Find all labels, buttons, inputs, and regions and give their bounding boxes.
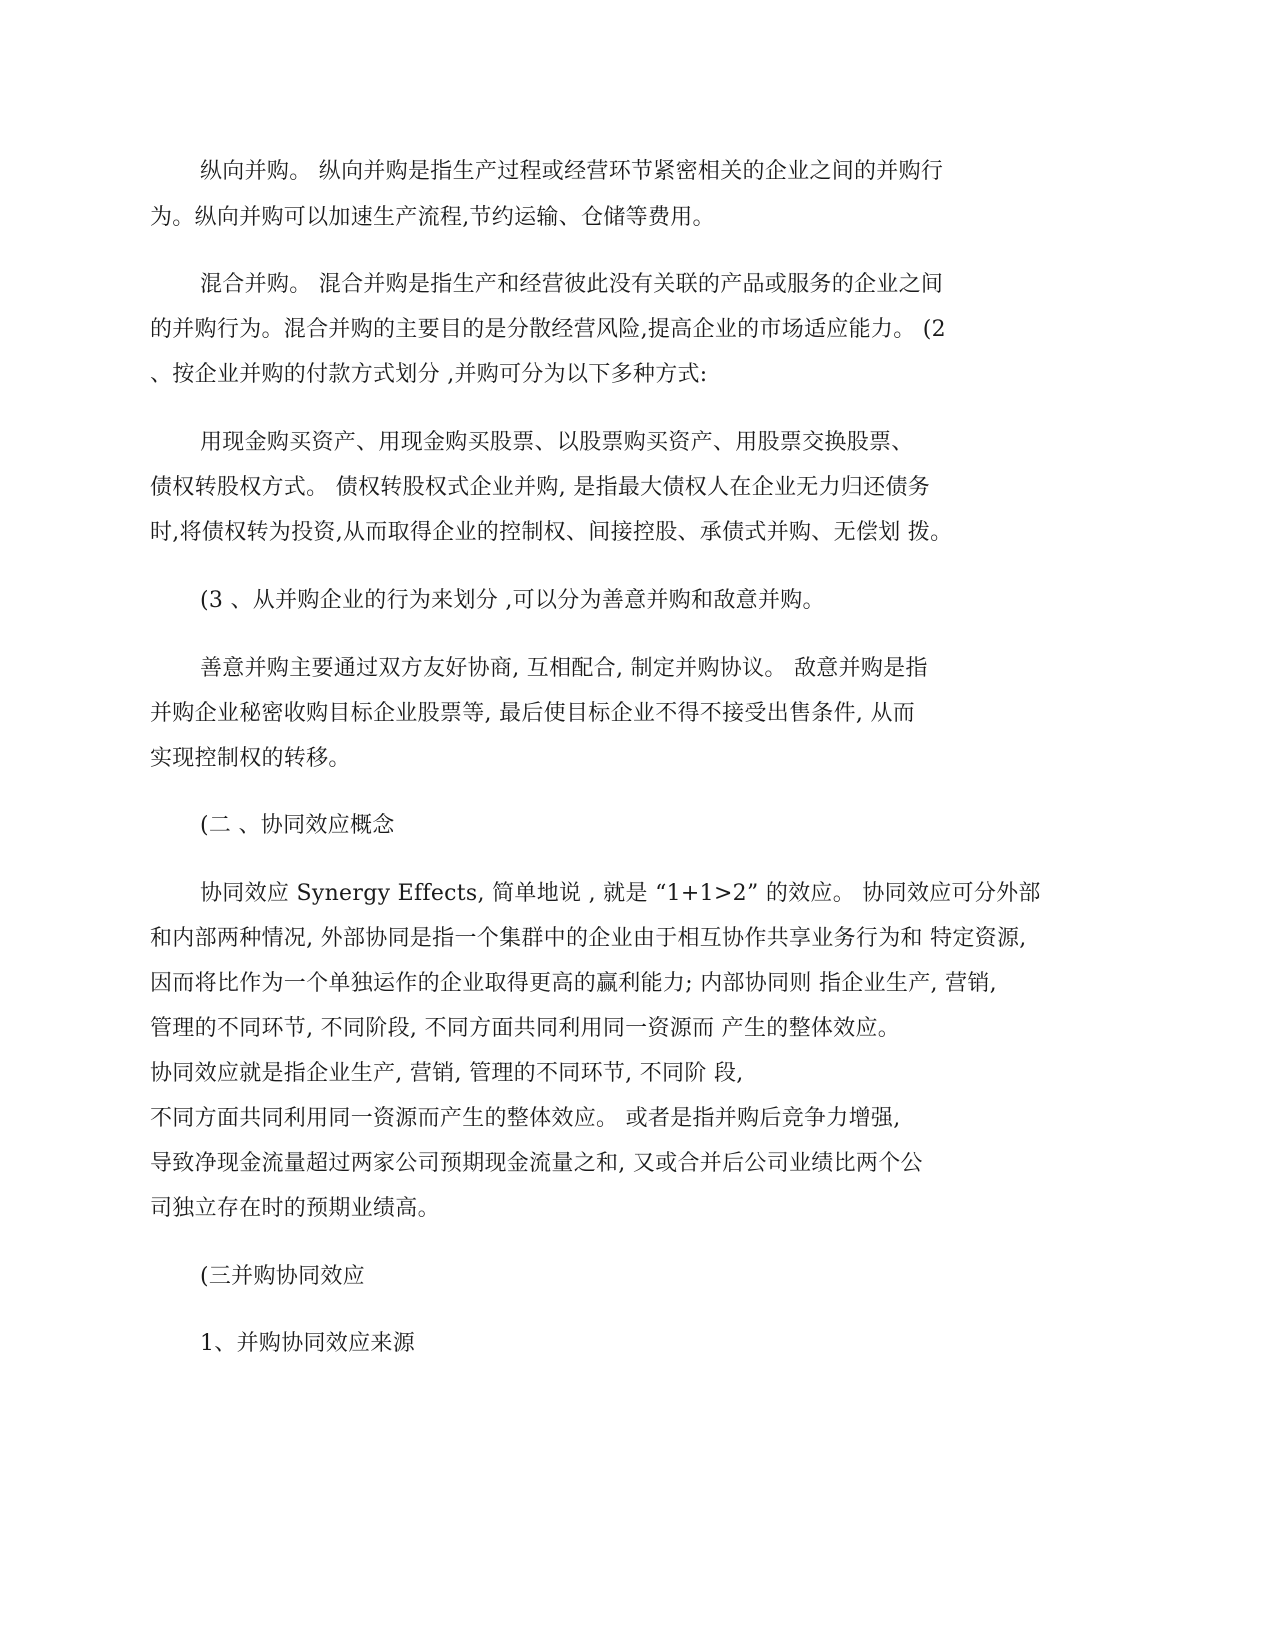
section-heading: (三并购协同效应 <box>200 1264 365 1289</box>
paragraph-line: 、按企业并购的付款方式划分 ,并购可分为以下多种方式: <box>150 362 708 387</box>
paragraph-line: 不同方面共同利用同一资源而产生的整体效应。 或者是指并购后竞争力增强, <box>150 1106 901 1131</box>
paragraph-line: 协同效应 Synergy Effects, 简单地说 , 就是 “1+1>2” 的效应。 协同效应可分外部 <box>200 881 1041 906</box>
paragraph-line: 实现控制权的转移。 <box>150 746 351 771</box>
paragraph-line: 管理的不同环节, 不同阶段, 不同方面共同利用同一资源而 产生的整体效应。 <box>150 1016 901 1041</box>
paragraph-line: (3 、从并购企业的行为来划分 ,可以分为善意并购和敌意并购。 <box>200 588 825 613</box>
paragraph-line: 因而将比作为一个单独运作的企业取得更高的赢利能力; 内部协同则 指企业生产, 营销, <box>150 971 997 996</box>
paragraph-line: 的并购行为。混合并购的主要目的是分散经营风险,提高企业的市场适应能力。 (2 <box>150 317 946 342</box>
paragraph-line: 为。纵向并购可以加速生产流程,节约运输、仓储等费用。 <box>150 205 715 230</box>
paragraph-line: 协同效应就是指企业生产, 营销, 管理的不同环节, 不同阶 段, <box>150 1061 744 1086</box>
paragraph-line: 债权转股权方式。 债权转股权式企业并购, 是指最大债权人在企业无力归还债务 <box>150 475 931 500</box>
paragraph-line: 司独立存在时的预期业绩高。 <box>150 1196 440 1221</box>
section-heading: (二 、协同效应概念 <box>200 813 395 838</box>
paragraph-line: 混合并购。 混合并购是指生产和经营彼此没有关联的产品或服务的企业之间 <box>200 272 944 297</box>
paragraph-line: 善意并购主要通过双方友好协商, 互相配合, 制定并购协议。 敌意并购是指 <box>200 656 928 681</box>
section-heading: 1、并购协同效应来源 <box>200 1331 415 1356</box>
paragraph-line: 和内部两种情况, 外部协同是指一个集群中的企业由于相互协作共享业务行为和 特定资源, <box>150 926 1027 951</box>
paragraph-line: 时,将债权转为投资,从而取得企业的控制权、间接控股、承债式并购、无偿划 拨。 <box>150 520 953 545</box>
paragraph-line: 导致净现金流量超过两家公司预期现金流量之和, 又或合并后公司业绩比两个公 <box>150 1151 923 1176</box>
paragraph-line: 用现金购买资产、用现金购买股票、以股票购买资产、用股票交换股票、 <box>200 430 914 455</box>
paragraph-line: 并购企业秘密收购目标企业股票等, 最后使目标企业不得不接受出售条件, 从而 <box>150 701 916 726</box>
paragraph-line: 纵向并购。 纵向并购是指生产过程或经营环节紧密相关的企业之间的并购行 <box>200 159 944 184</box>
